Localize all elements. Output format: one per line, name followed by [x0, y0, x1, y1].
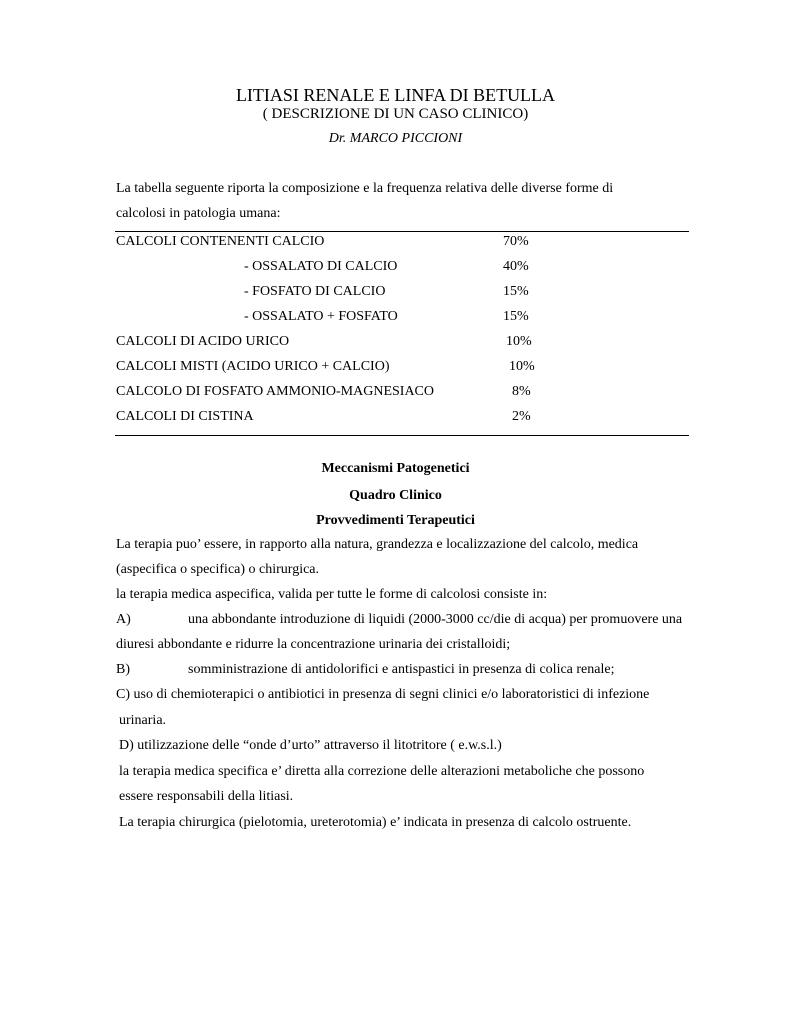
row-value: 10%: [509, 359, 535, 374]
therapy-paragraph-2: la terapia medica aspecifica, valida per tutte le forme di calcolosi consiste in:: [116, 587, 548, 602]
section-heading-pathogenesis: Meccanismi Patogenetici: [321, 461, 470, 476]
table-bottom-rule: [115, 435, 689, 436]
row-label: CALCOLI DI CISTINA: [116, 409, 254, 424]
table-top-rule: [115, 231, 689, 232]
row-value: 10%: [506, 334, 532, 349]
document-subtitle: ( DESCRIZIONE DI UN CASO CLINICO): [262, 106, 529, 122]
row-label: CALCOLI MISTI (ACIDO URICO + CALCIO): [116, 359, 390, 374]
row-value: 15%: [503, 309, 529, 324]
specific-therapy-line-1: la terapia medica specifica e’ diretta alla correzione delle alterazioni metaboliche che possono: [119, 764, 645, 779]
list-item-d-line-1: D) utilizzazione delle “onde d’urto” attraverso il litotritore ( e.w.s.l.): [119, 738, 502, 753]
list-item-b-line-1: somministrazione di antidolorifici e antispastici in presenza di colica renale;: [188, 662, 615, 677]
document-title: LITIASI RENALE E LINFA DI BETULLA: [235, 85, 556, 105]
list-item-a-line-2: diuresi abbondante e ridurre la concentrazione urinaria dei cristalloidi;: [116, 637, 511, 652]
surgical-therapy-line: La terapia chirurgica (pielotomia, ureterotomia) e’ indicata in presenza di calcolo ostruente.: [119, 815, 632, 830]
list-marker-a: A): [116, 612, 131, 627]
row-label: - OSSALATO DI CALCIO: [244, 259, 398, 274]
list-item-a-line-1: una abbondante introduzione di liquidi (2000-3000 cc/die di acqua) per promuovere una: [188, 612, 683, 627]
document-author: Dr. MARCO PICCIONI: [328, 131, 463, 146]
row-label: CALCOLI CONTENENTI CALCIO: [116, 234, 325, 249]
therapy-paragraph-1-line-1: La terapia puo’ essere, in rapporto alla natura, grandezza e localizzazione del calcolo, medica: [116, 537, 639, 552]
row-value: 2%: [512, 409, 531, 424]
specific-therapy-line-2: essere responsabili della litiasi.: [119, 789, 294, 804]
row-label: CALCOLI DI ACIDO URICO: [116, 334, 290, 349]
row-label: CALCOLO DI FOSFATO AMMONIO-MAGNESIACO: [116, 384, 435, 399]
intro-line-2: calcolosi in patologia umana:: [116, 206, 281, 221]
row-label: - FOSFATO DI CALCIO: [244, 284, 386, 299]
row-value: 40%: [503, 259, 529, 274]
intro-line-1: La tabella seguente riporta la composizione e la frequenza relativa delle diverse forme di: [116, 181, 614, 196]
list-item-c-line-2: urinaria.: [119, 713, 167, 728]
therapy-paragraph-1-line-2: (aspecifica o specifica) o chirurgica.: [116, 562, 320, 577]
section-heading-therapy: Provvedimenti Terapeutici: [316, 513, 475, 528]
row-value: 70%: [503, 234, 529, 249]
section-heading-clinical: Quadro Clinico: [349, 488, 442, 503]
list-item-c-line-1: C) uso di chemioterapici o antibiotici in presenza di segni clinici e/o laboratoristici di infezione: [116, 687, 650, 702]
row-label: - OSSALATO + FOSFATO: [244, 309, 398, 324]
row-value: 8%: [512, 384, 531, 399]
row-value: 15%: [503, 284, 529, 299]
list-marker-b: B): [116, 662, 130, 677]
